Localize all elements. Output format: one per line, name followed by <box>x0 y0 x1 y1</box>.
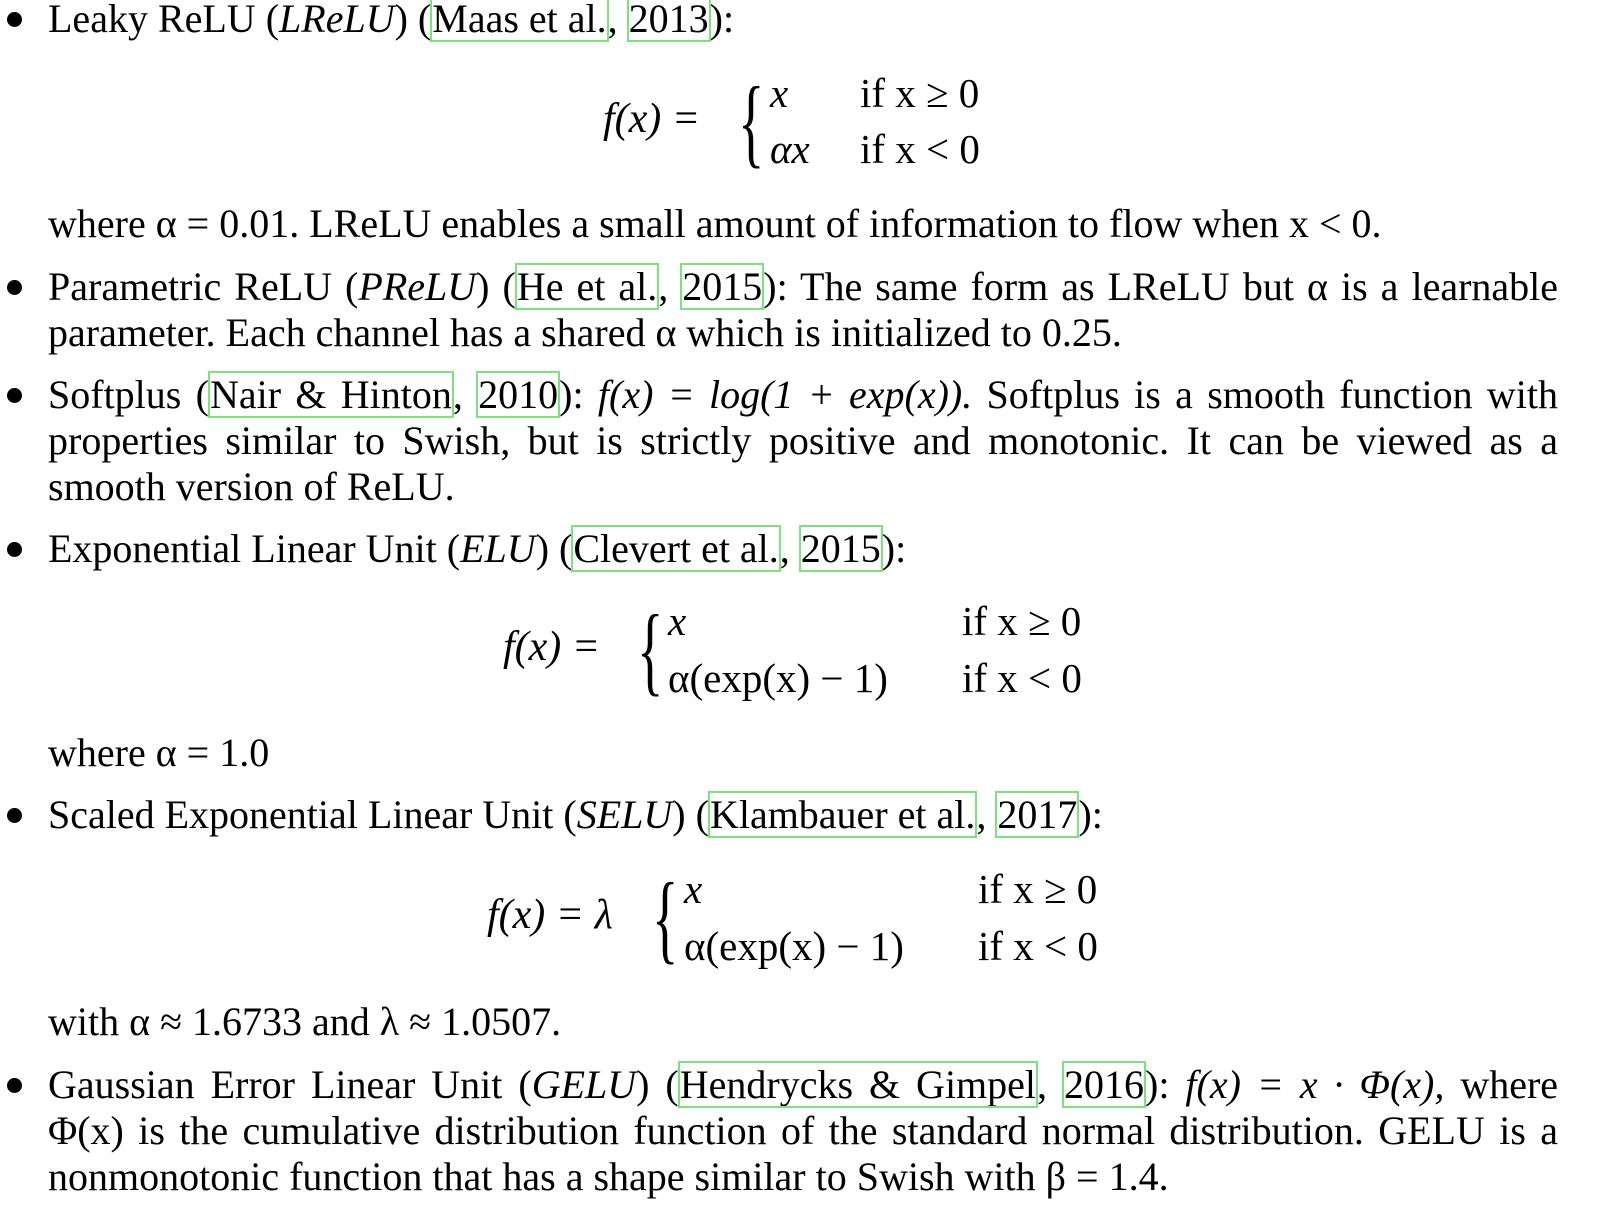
function-name: Leaky ReLU <box>48 0 256 41</box>
function-abbr: ELU <box>460 526 536 571</box>
citation-author-link[interactable]: He et al. <box>516 264 658 309</box>
function-abbr: LReLU <box>279 0 395 41</box>
left-brace: { <box>652 862 679 973</box>
item-selu-note: with α ≈ 1.6733 and λ ≈ 1.0507. <box>48 999 562 1044</box>
function-name: Scaled Exponential Linear Unit <box>48 792 554 837</box>
case-2-value: αx <box>770 126 810 172</box>
bullet-marker <box>7 280 22 295</box>
equation-lrelu <box>0 66 1598 182</box>
bullet-marker <box>7 808 22 823</box>
inline-formula: f(x) = x · Φ(x), <box>1185 1062 1445 1107</box>
bullet-marker <box>7 1078 22 1093</box>
bullet-marker <box>7 542 22 557</box>
equation-lhs: f(x) = <box>603 96 701 142</box>
function-description: Softplus is a smooth function with properties similar to Swish, but is strictly positive and monotonic. It can be viewed as a smooth version of ReLU. <box>48 372 1558 509</box>
citation-author-link[interactable]: Clevert et al. <box>573 526 779 571</box>
case-2-condition: if x < 0 <box>962 655 1082 701</box>
function-description: The same form as LReLU but α is a learnable parameter. Each channel has a shared α which is initialized to 0.25. <box>48 264 1559 355</box>
equation-selu <box>0 862 1598 978</box>
case-2-value: α(exp(x) − 1) <box>684 923 904 969</box>
citation-author-link[interactable]: Maas et al. <box>431 0 607 41</box>
function-name: Softplus <box>48 372 182 417</box>
citation-year-link[interactable]: 2015 <box>800 526 881 571</box>
equation-elu <box>0 594 1598 710</box>
case-1-condition: if x ≥ 0 <box>962 598 1082 644</box>
citation-year-link[interactable]: 2017 <box>997 792 1078 837</box>
item-elu-note: where α = 1.0 <box>48 730 270 775</box>
function-abbr: SELU <box>576 792 673 837</box>
case-1-condition: if x ≥ 0 <box>978 866 1098 912</box>
case-2-value: α(exp(x) − 1) <box>668 655 888 701</box>
equation-lhs: f(x) = <box>503 624 601 670</box>
citation-year-link[interactable]: 2013 <box>628 0 710 41</box>
item-softplus-paragraph: Softplus (Nair & Hinton, 2010): f(x) = log(1 + exp(x)). Softplus is a smooth function with properties similar to Swish, but is strictly positive and monotonic. It can be viewed as a smooth version of ReLU. <box>48 372 1558 509</box>
function-name: Parametric ReLU <box>48 264 333 309</box>
citation-author-link[interactable]: Hendrycks & Gimpel <box>679 1062 1037 1107</box>
item-elu-heading: Exponential Linear Unit (ELU) (Clevert et al., 2015): <box>48 526 907 571</box>
function-name: Exponential Linear Unit <box>48 526 437 571</box>
case-1-value: x <box>684 866 703 912</box>
case-1-value: x <box>770 70 789 116</box>
left-brace: { <box>637 594 664 705</box>
citation-year-link[interactable]: 2016 <box>1064 1062 1145 1107</box>
case-2-condition: if x < 0 <box>860 126 980 172</box>
item-prelu-paragraph: Parametric ReLU (PReLU) (He et al., 2015): The same form as LReLU but α is a learnable parameter. Each channel has a shared α which is initialized to 0.25. <box>48 264 1559 355</box>
function-abbr: GELU <box>531 1062 637 1107</box>
left-brace: { <box>738 66 765 177</box>
item-lrelu-heading: Leaky ReLU (LReLU) (Maas et al., 2013): <box>48 0 1558 42</box>
function-name: Gaussian Error Linear Unit <box>48 1062 503 1107</box>
citation-year-link[interactable]: 2010 <box>478 372 559 417</box>
function-abbr: PReLU <box>358 264 477 309</box>
bullet-marker <box>7 12 22 27</box>
citation-year-link[interactable]: 2015 <box>682 264 763 309</box>
case-2-condition: if x < 0 <box>978 923 1098 969</box>
bullet-marker <box>7 388 22 403</box>
inline-formula: f(x) = log(1 + exp(x)). <box>597 372 973 417</box>
case-1-value: x <box>668 598 687 644</box>
citation-author-link[interactable]: Klambauer et al. <box>709 792 976 837</box>
item-selu-heading: Scaled Exponential Linear Unit (SELU) (Klambauer et al., 2017): <box>48 792 1103 837</box>
item-gelu-paragraph: Gaussian Error Linear Unit (GELU) (Hendrycks & Gimpel, 2016): f(x) = x · Φ(x), where Φ(x) is the cumulative distribution function of the standard normal distribution. GELU is a nonmonotonic function that has a shape similar to Swish with β = 1.4. <box>48 1062 1559 1199</box>
case-1-condition: if x ≥ 0 <box>860 70 980 116</box>
citation-author-link[interactable]: Nair & Hinton <box>209 372 452 417</box>
function-description: where Φ(x) is the cumulative distribution function of the standard normal distribution. GELU is a nonmonotonic function that has a shape similar to Swish with β = 1.4. <box>48 1062 1559 1199</box>
equation-lhs: f(x) = λ <box>487 892 613 938</box>
item-lrelu-note: where α = 0.01. LReLU enables a small amount of information to flow when x < 0. <box>48 201 1382 246</box>
